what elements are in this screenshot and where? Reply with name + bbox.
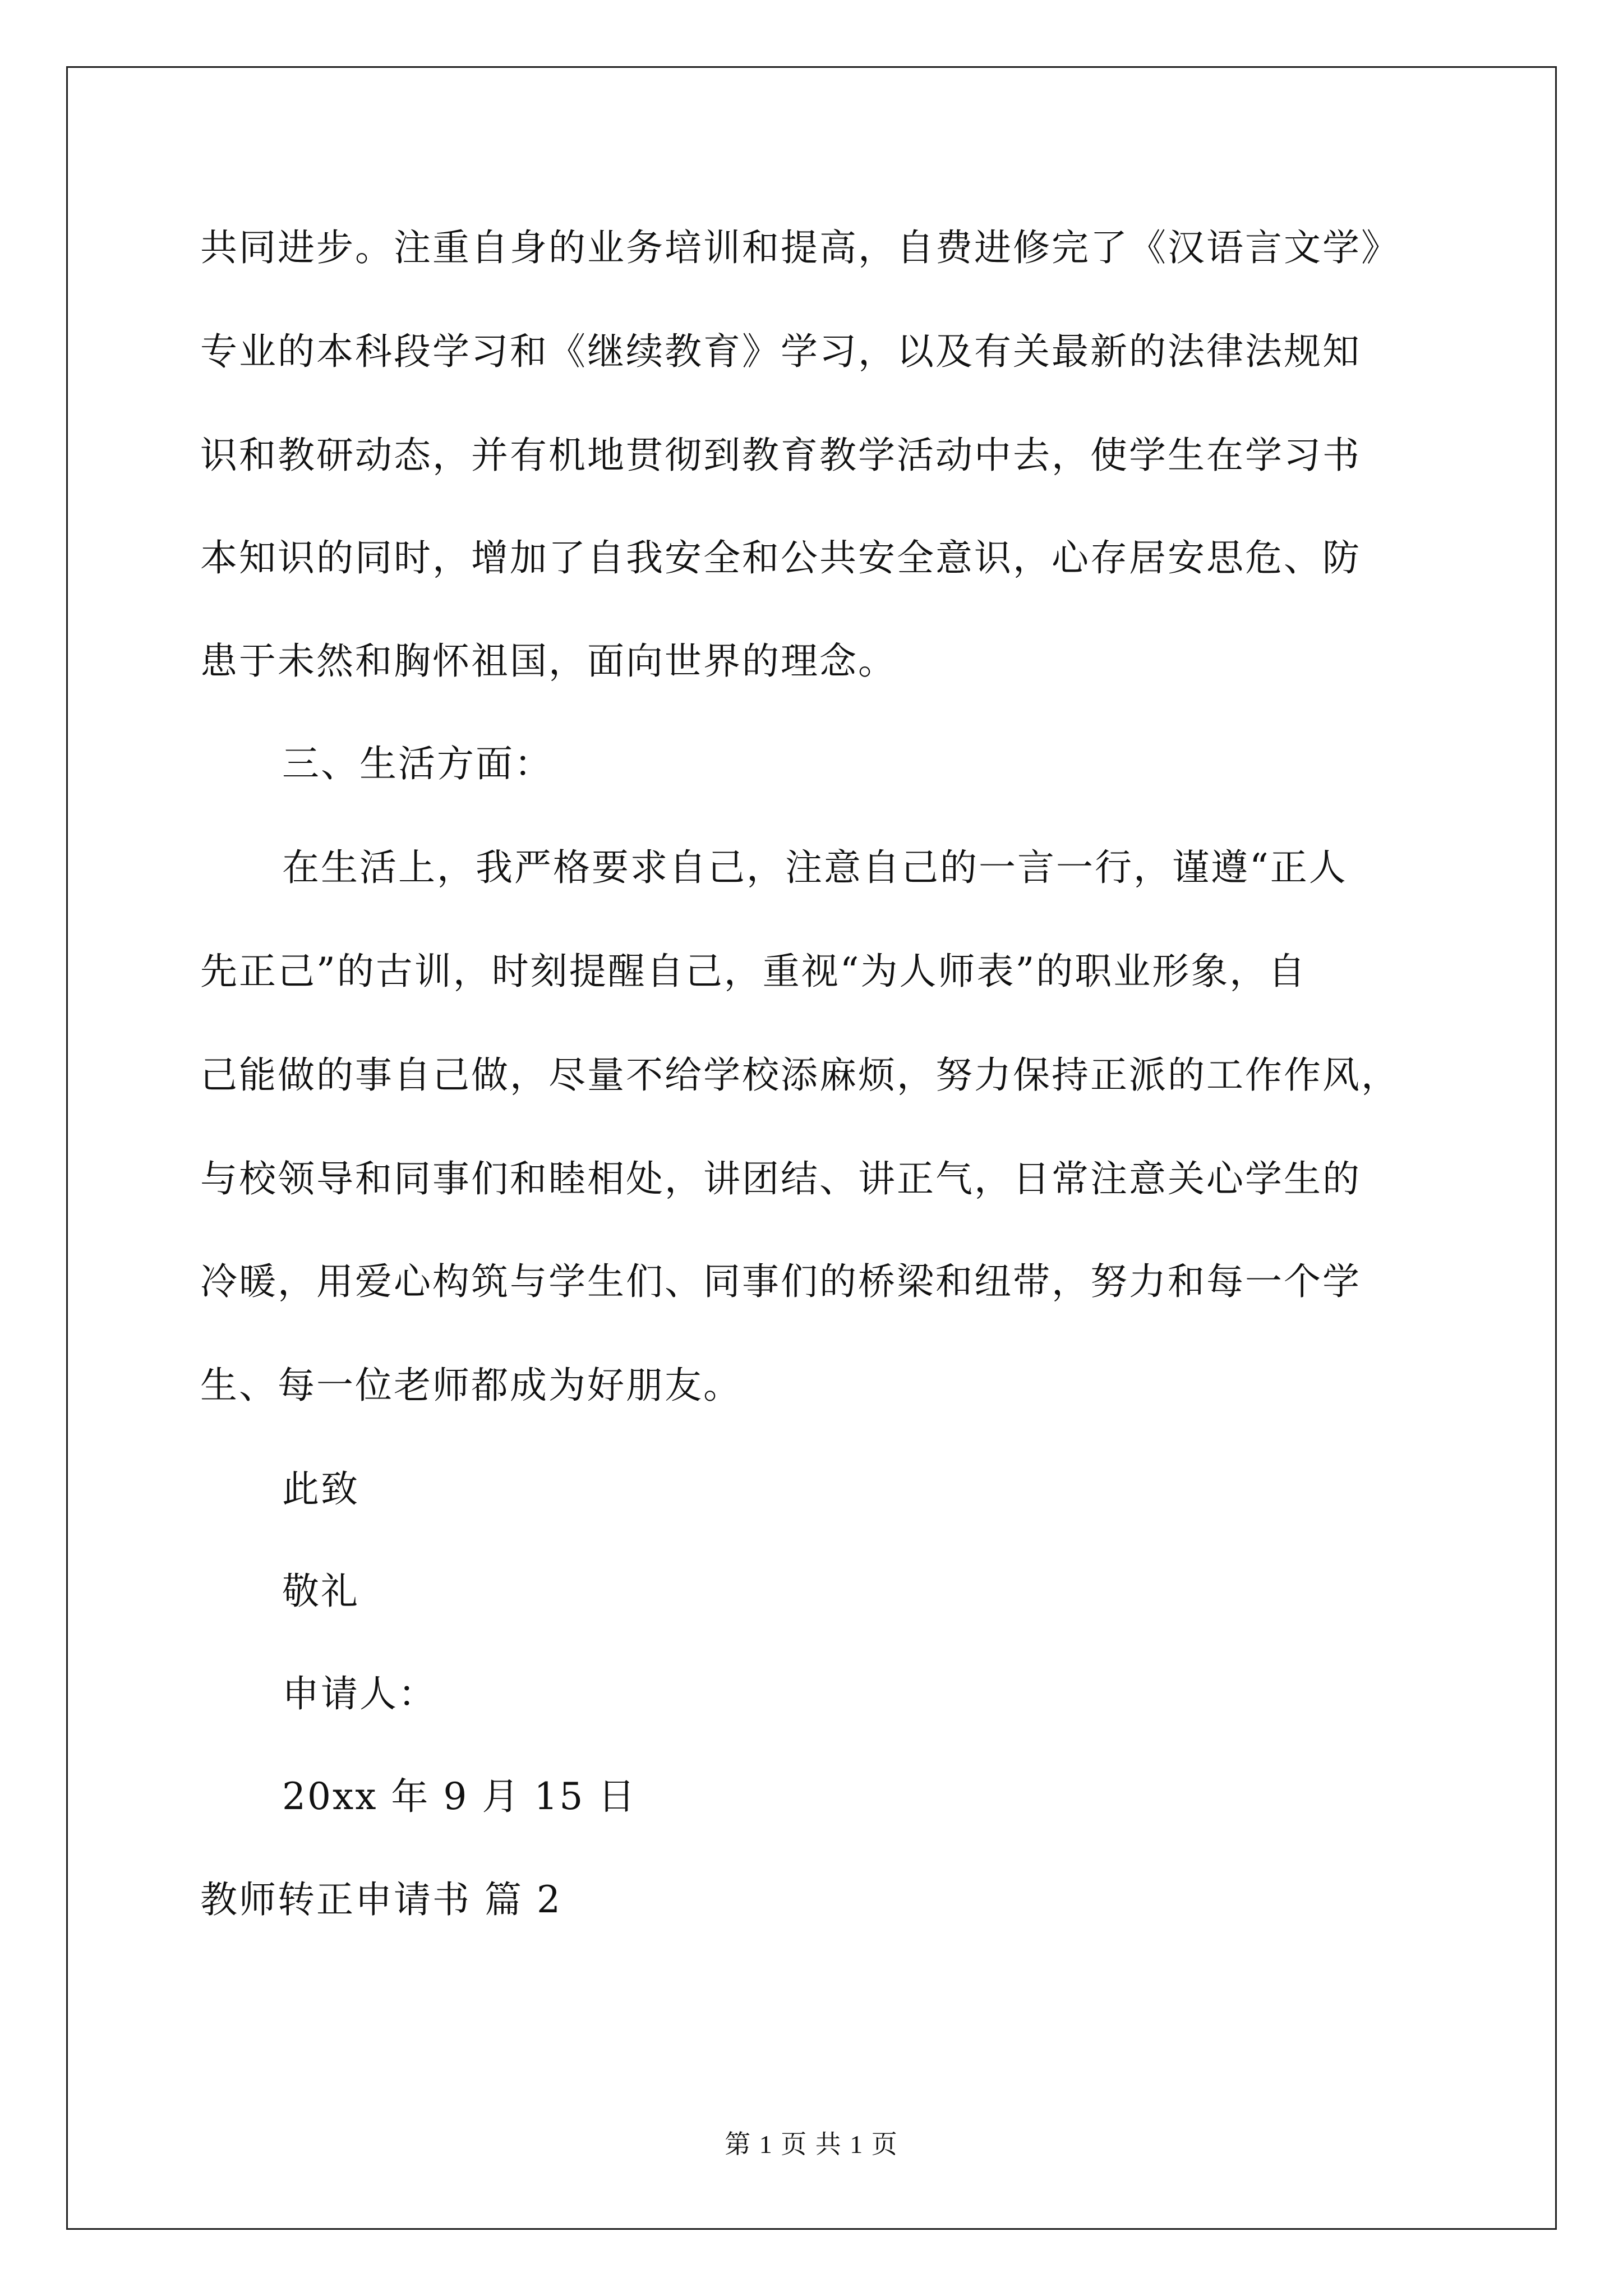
next-document-title: 教师转正申请书 篇 2 (200, 1878, 562, 1921)
closing-text: 此致 (282, 1467, 359, 1511)
paragraph-line: 冷暖，用爱心构筑与学生们、同事们的桥梁和纽带，努力和每一个学 (200, 1260, 1361, 1303)
paragraph-line: 与校领导和同事们和睦相处，讲团结、讲正气，日常注意关心学生的 (200, 1157, 1361, 1200)
paragraph-line: 共同进步。注重自身的业务培训和提高，自费进修完了《汉语言文学》 (200, 226, 1400, 269)
page-footer: 第 1 页 共 1 页 (725, 2130, 898, 2159)
applicant-label: 申请人： (282, 1672, 437, 1715)
paragraph-line: 己能做的事自己做，尽量不给学校添麻烦，努力保持正派的工作作风， (200, 1053, 1400, 1097)
section-heading: 三、生活方面： (282, 742, 553, 785)
salutation-text: 敬礼 (282, 1570, 359, 1613)
date-text: 20xx 年 9 月 15 日 (282, 1775, 637, 1818)
paragraph-line: 识和教研动态，并有机地贯彻到教育教学活动中去，使学生在学习书 (200, 434, 1361, 477)
paragraph-line: 患于未然和胸怀祖国，面向世界的理念。 (200, 639, 897, 683)
paragraph-line: 专业的本科段学习和《继续教育》学习，以及有关最新的法律法规知 (200, 330, 1361, 373)
paragraph-line: 先正己”的古训，时刻提醒自己，重视“为人师表”的职业形象，自 (200, 950, 1307, 993)
paragraph-line: 本知识的同时，增加了自我安全和公共安全意识，心存居安思危、防 (200, 536, 1361, 579)
paragraph-line: 生、每一位老师都成为好朋友。 (200, 1364, 742, 1407)
paragraph-line: 在生活上，我严格要求自己，注意自己的一言一行，谨遵“正人 (282, 846, 1348, 889)
